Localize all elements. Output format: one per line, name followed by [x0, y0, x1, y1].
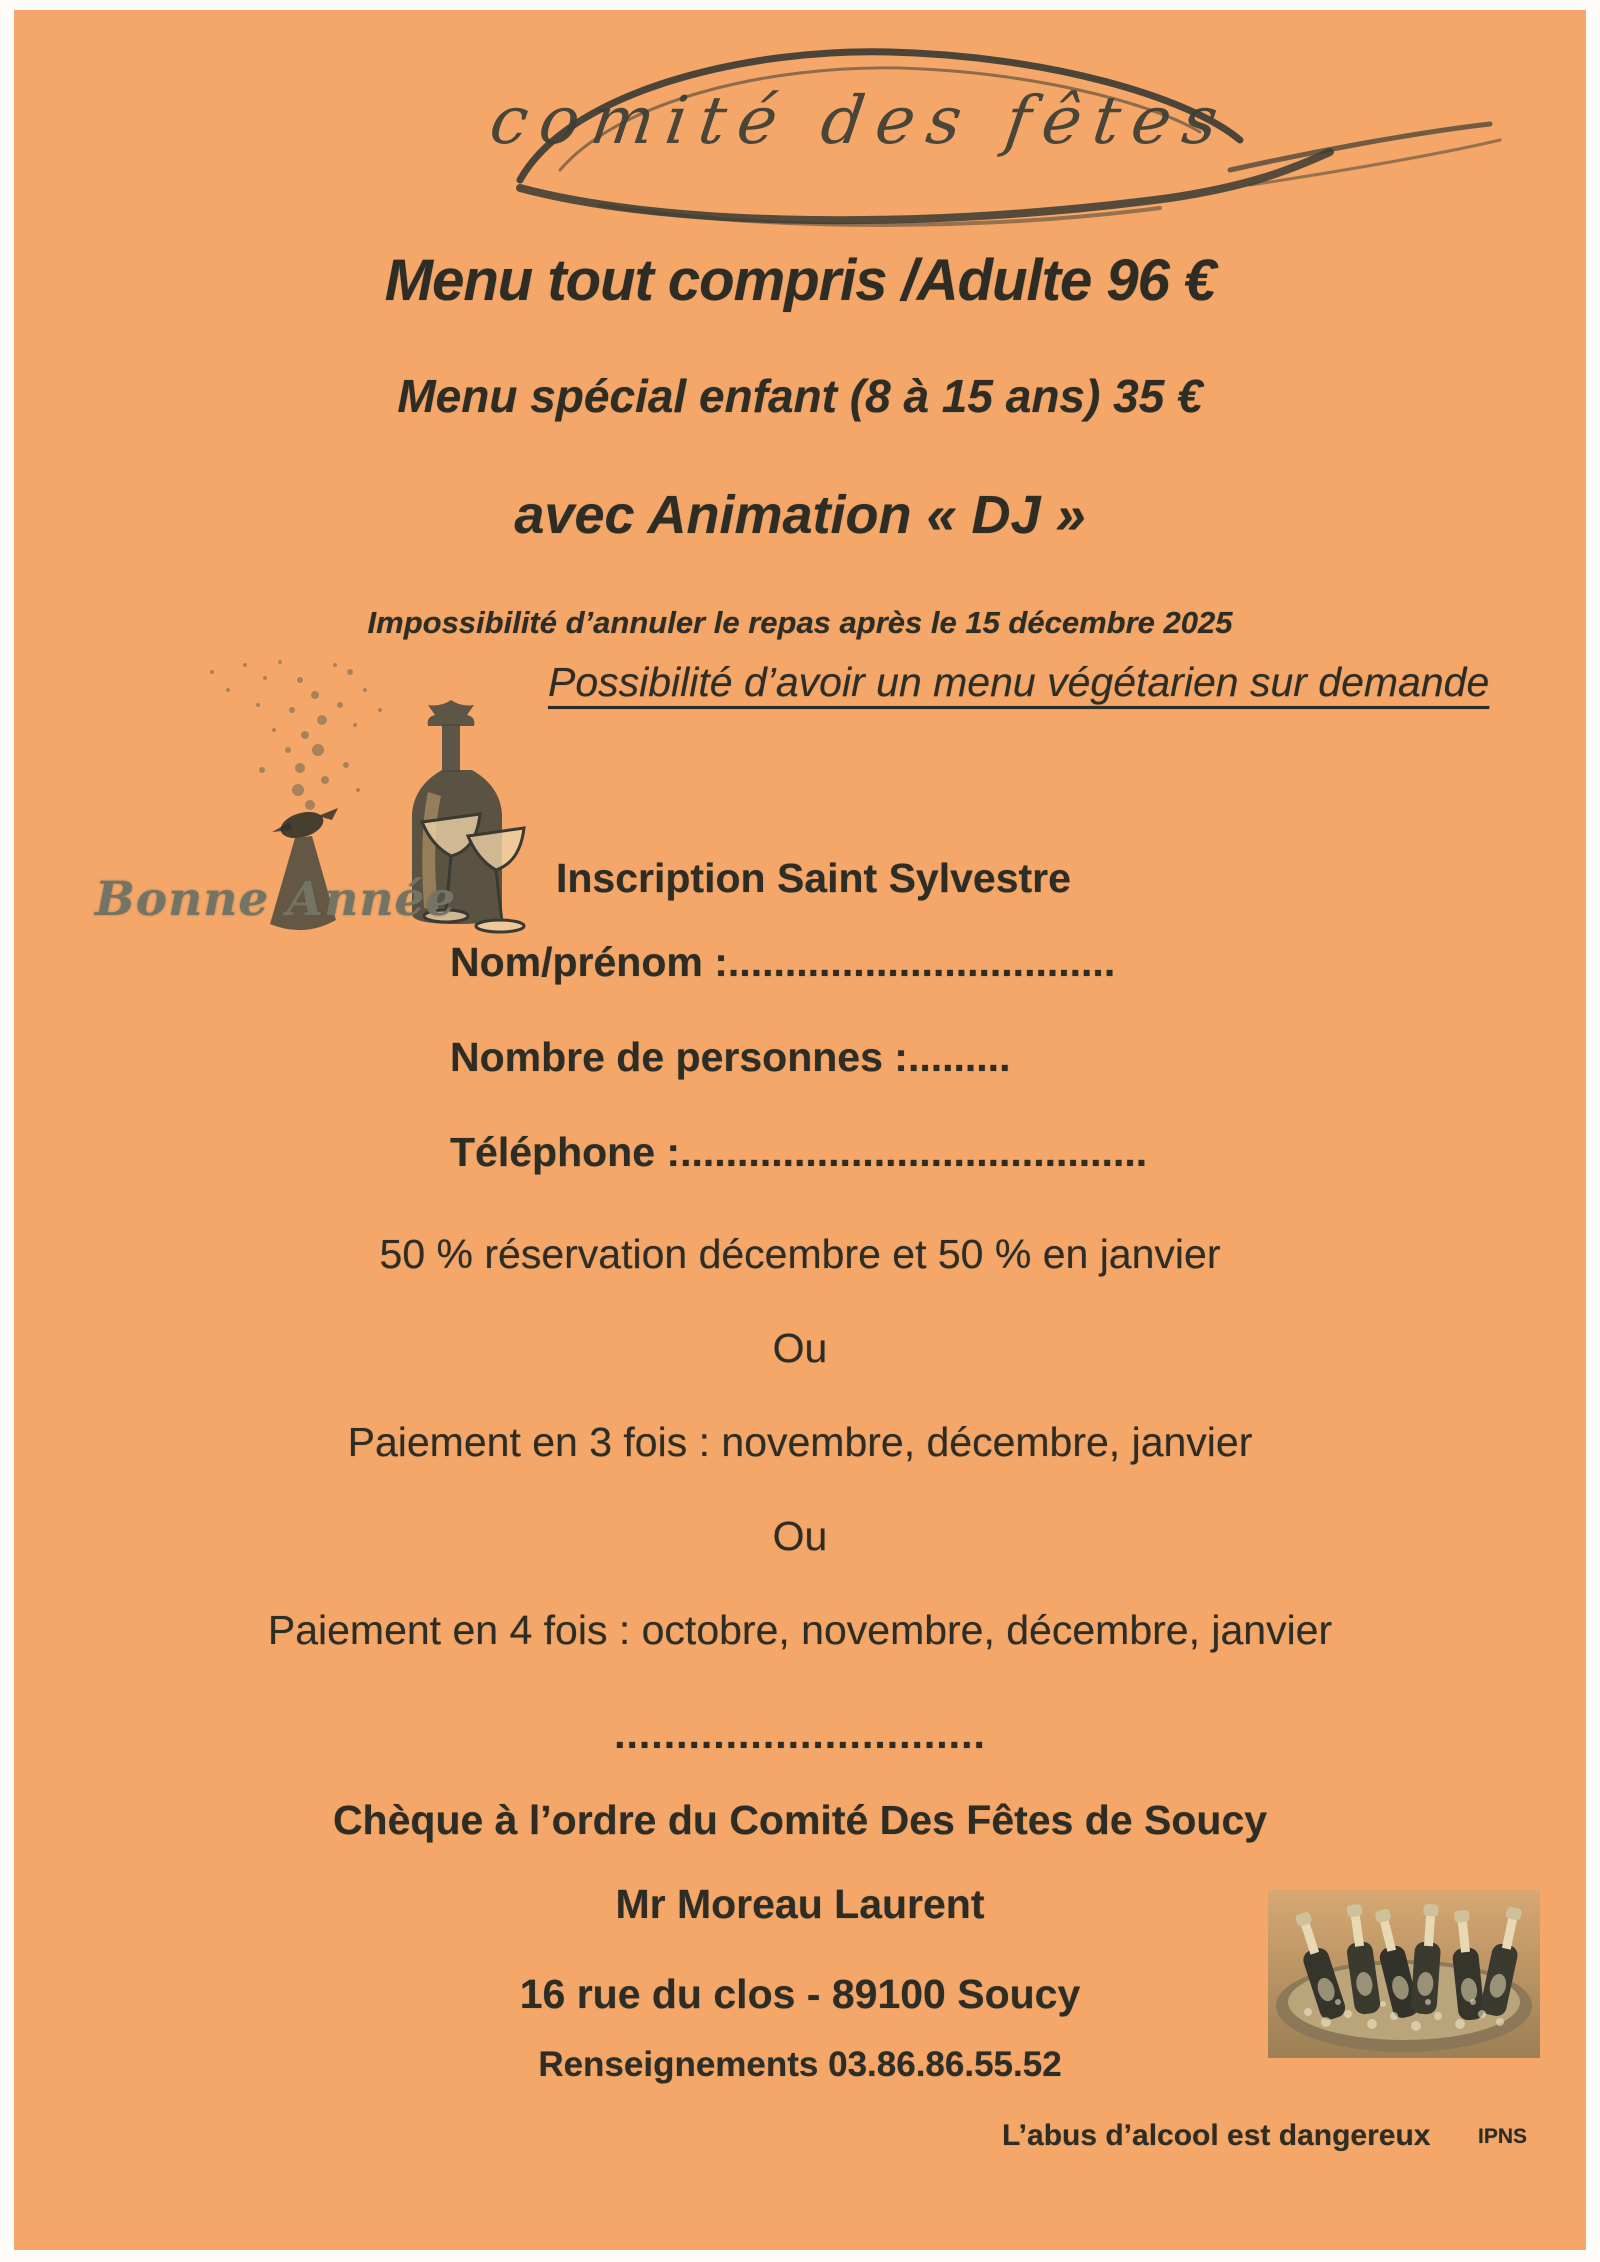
field-nom-prenom [450, 940, 1115, 984]
field-nombre-personnes [450, 1035, 1010, 1079]
payee-name: Mr Moreau Laurent [615, 1881, 985, 1927]
cheque-order-line: Chèque à l’ordre du Comité Des Fêtes de Soucy [332, 1797, 1268, 1843]
alcohol-warning: L’abus d’alcool est dangereux [1002, 2119, 1431, 2152]
logo-text: comité des fêtes [485, 82, 1235, 159]
dotted-line: ......................................... [680, 1129, 1148, 1175]
registration-title: Inscription Saint Sylvestre [556, 855, 1071, 901]
ipns-label: IPNS [1478, 2125, 1528, 2148]
dotted-line: .................................. [727, 939, 1116, 985]
comite-des-fetes-logo [370, 20, 1520, 250]
payment-line-or: Ou [772, 1513, 828, 1559]
child-menu-title: Menu spécial enfant (8 à 15 ans) 35 € [397, 370, 1203, 422]
dotted-line: ......... [907, 1034, 1011, 1080]
dj-animation-title: avec Animation « DJ » [514, 485, 1086, 545]
payee-address: 16 rue du clos - 89100 Soucy [519, 1971, 1081, 2017]
dotted-separator: .............................. [614, 1711, 986, 1757]
payment-line-4x: Paiement en 4 fois : octobre, novembre, décembre, janvier [267, 1607, 1333, 1653]
menu-title: Menu tout compris /Adulte 96 € [384, 248, 1216, 313]
spray-dots [210, 660, 382, 810]
field-telephone [450, 1130, 1147, 1174]
vegetarian-note: Possibilité d’avoir un menu végétarien sur demande [548, 659, 1490, 705]
contact-phone-line: Renseignements 03.86.86.55.52 [538, 2045, 1062, 2084]
field-label: Téléphone : [450, 1129, 681, 1175]
champagne-bottles-photo [1268, 1890, 1540, 2058]
payment-line-or: Ou [772, 1325, 828, 1371]
cancellation-notice: Impossibilité d’annuler le repas après le 15 décembre 2025 [367, 605, 1233, 640]
bonne-annee-greeting: Bonne Année [95, 872, 457, 927]
payment-line-3x: Paiement en 3 fois : novembre, décembre, janvier [347, 1419, 1253, 1465]
field-label: Nombre de personnes : [450, 1034, 908, 1080]
payment-line-deposit: 50 % réservation décembre et 50 % en janvier [379, 1231, 1221, 1277]
field-label: Nom/prénom : [450, 939, 728, 985]
